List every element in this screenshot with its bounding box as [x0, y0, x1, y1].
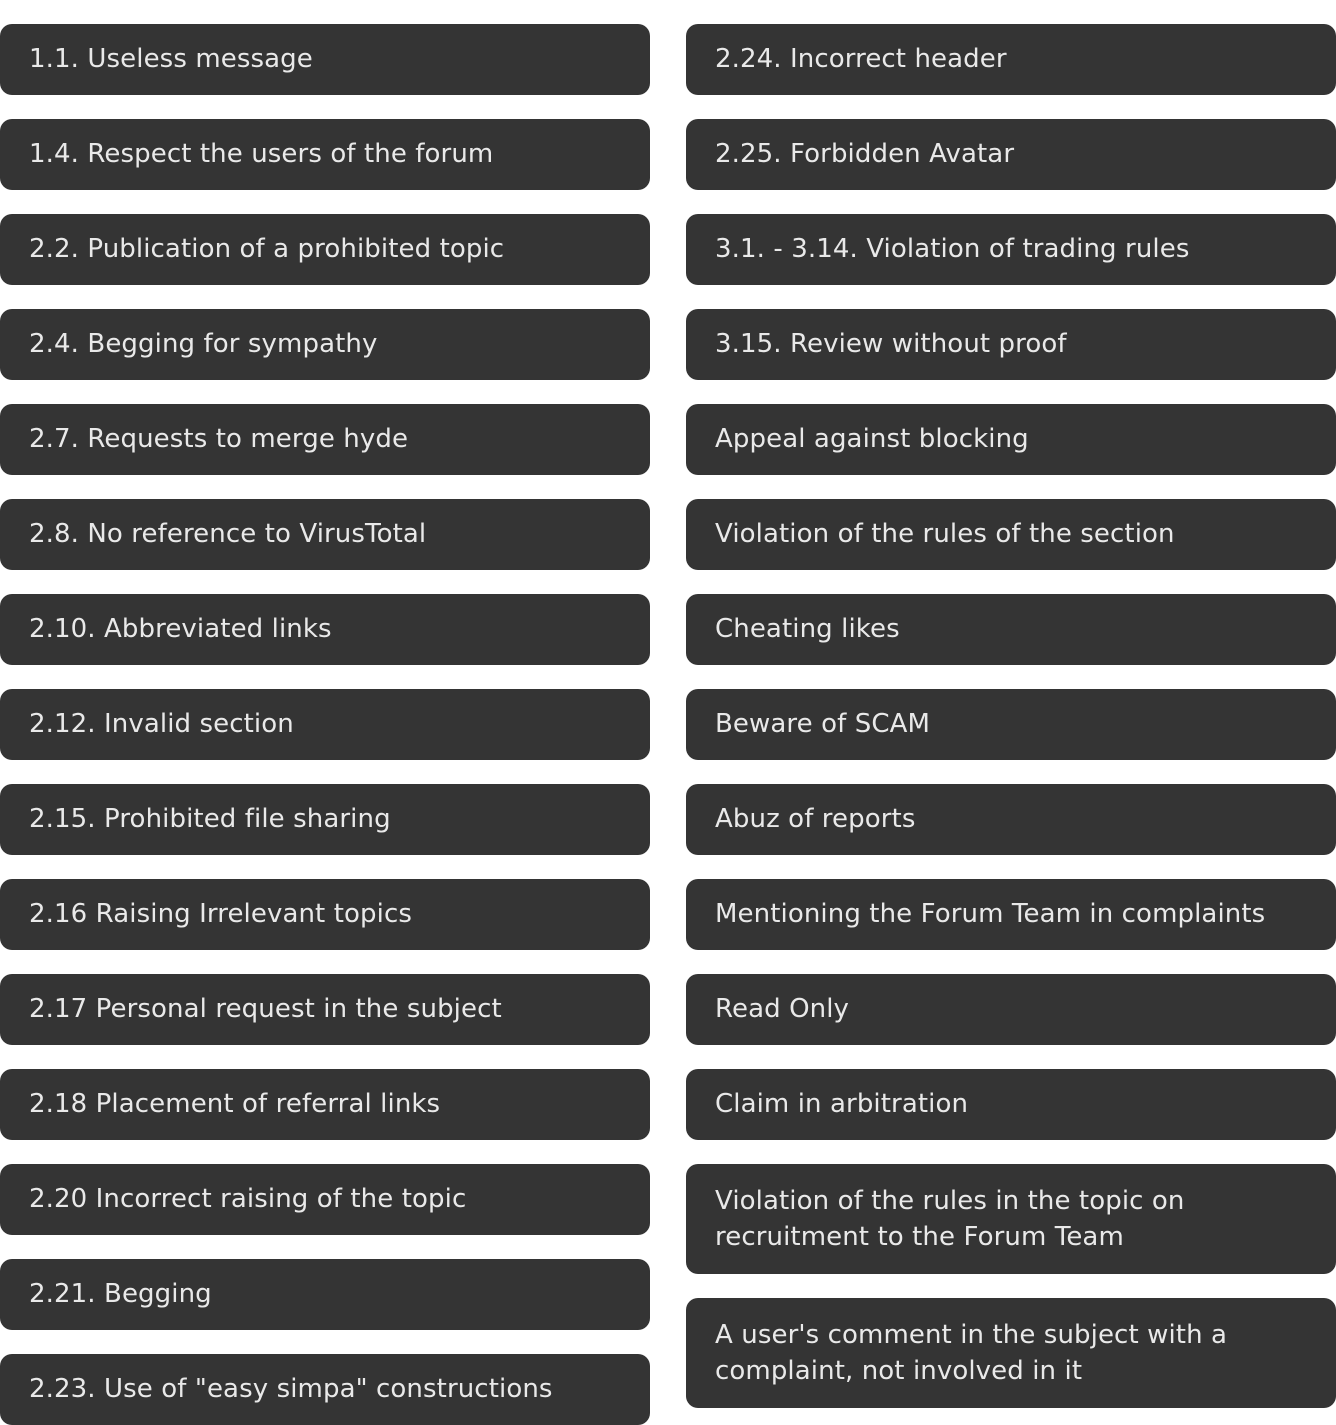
- rule-button-2-2[interactable]: 2.2. Publication of a prohibited topic: [0, 214, 650, 285]
- abuse-reports-button[interactable]: Abuz of reports: [686, 784, 1336, 855]
- left-rules-column: [0, 24, 650, 1425]
- rule-button-2-21[interactable]: 2.21. Begging: [0, 1259, 650, 1330]
- rule-button-2-23[interactable]: 2.23. Use of "easy simpa" constructions: [0, 1354, 650, 1425]
- right-rules-column: [686, 24, 1336, 1408]
- cheating-likes-button[interactable]: Cheating likes: [686, 594, 1336, 665]
- rule-button-2-20[interactable]: 2.20 Incorrect raising of the topic: [0, 1164, 650, 1235]
- section-rules-violation-button[interactable]: Violation of the rules of the section: [686, 499, 1336, 570]
- rule-button-2-16[interactable]: 2.16 Raising Irrelevant topics: [0, 879, 650, 950]
- read-only-button[interactable]: Read Only: [686, 974, 1336, 1045]
- rule-button-1-1[interactable]: 1.1. Useless message: [0, 24, 650, 95]
- rule-button-2-24[interactable]: 2.24. Incorrect header: [686, 24, 1336, 95]
- mention-forum-team-button[interactable]: Mentioning the Forum Team in complaints: [686, 879, 1336, 950]
- rule-button-2-12[interactable]: 2.12. Invalid section: [0, 689, 650, 760]
- rule-button-2-25[interactable]: 2.25. Forbidden Avatar: [686, 119, 1336, 190]
- rule-button-3-1-3-14[interactable]: 3.1. - 3.14. Violation of trading rules: [686, 214, 1336, 285]
- rule-button-2-7[interactable]: 2.7. Requests to merge hyde: [0, 404, 650, 475]
- claim-arbitration-button[interactable]: Claim in arbitration: [686, 1069, 1336, 1140]
- rule-button-2-15[interactable]: 2.15. Prohibited file sharing: [0, 784, 650, 855]
- recruitment-rules-violation-button[interactable]: Violation of the rules in the topic on recruitment to the Forum Team: [686, 1164, 1336, 1274]
- rule-button-2-18[interactable]: 2.18 Placement of referral links: [0, 1069, 650, 1140]
- uninvolved-comment-button[interactable]: A user's comment in the subject with a complaint, not involved in it: [686, 1298, 1336, 1408]
- rule-button-2-8[interactable]: 2.8. No reference to VirusTotal: [0, 499, 650, 570]
- rule-button-2-4[interactable]: 2.4. Begging for sympathy: [0, 309, 650, 380]
- rule-button-3-15[interactable]: 3.15. Review without proof: [686, 309, 1336, 380]
- rule-button-2-10[interactable]: 2.10. Abbreviated links: [0, 594, 650, 665]
- appeal-blocking-button[interactable]: Appeal against blocking: [686, 404, 1336, 475]
- beware-scam-button[interactable]: Beware of SCAM: [686, 689, 1336, 760]
- rule-button-1-4[interactable]: 1.4. Respect the users of the forum: [0, 119, 650, 190]
- rule-button-2-17[interactable]: 2.17 Personal request in the subject: [0, 974, 650, 1045]
